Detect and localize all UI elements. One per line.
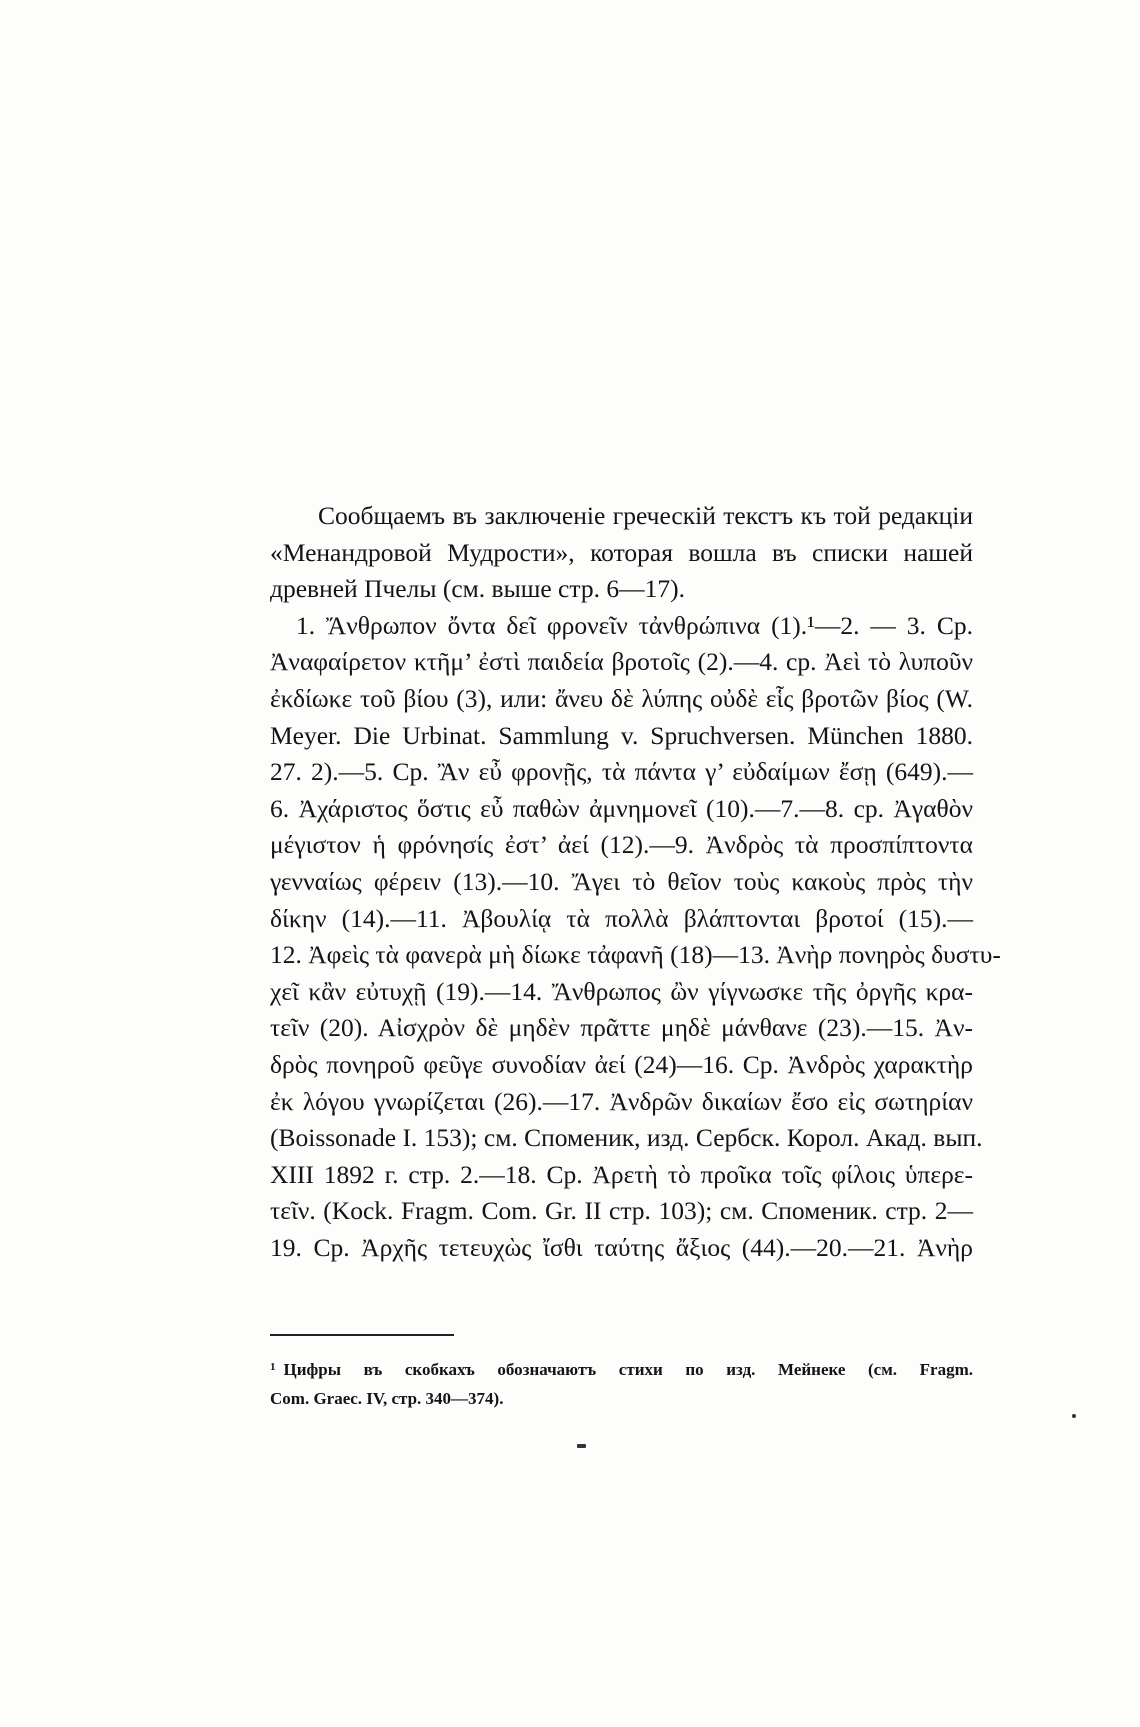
footnote xyxy=(270,1353,973,1413)
text-line: «Менандровой Мудрости», которая вошла въ списки нашей xyxy=(270,537,973,567)
footnote-line: Com. Graec. IV, стр. 340—374). xyxy=(270,1389,504,1408)
text-line: τεῖν (20). Αἰσχρὸν δὲ μηδὲν πρᾶττε μηδὲ μάνθανε (23).—15. Ἀν- xyxy=(270,1013,973,1043)
text-line: 19. Ср. Ἀρχῆς τετευχὼς ἴσθι ταύτης ἄξιος (44).—20.—21. Ἀνὴρ xyxy=(270,1232,973,1262)
text-line: 6. Ἀχάριστος ὅστις εὖ παθὼν ἀμνημονεῖ (10).—7.—8. ср. Ἀγαθὸν xyxy=(270,793,973,823)
text-line: δίκην (14).—11. Ἀβουλίᾳ τὰ πολλὰ βλάπτονται βροτοί (15).— xyxy=(270,903,973,933)
text-line: 27. 2).—5. Ср. Ἂν εὖ φρονῇς, τὰ πάντα γ’ εὐδαίμων ἔσῃ (649).— xyxy=(270,757,973,787)
text-line: 1. Ἄνθρωπον ὄντα δεῖ φρονεῖν τἀνθρώπινα (1).¹—2. — 3. Ср. xyxy=(296,610,973,640)
text-line: Ἀναφαίρετον κτῆμ’ ἐστὶ παιδεία βροτοῖς (2).—4. ср. Ἀεὶ τὸ λυποῦν xyxy=(270,647,973,677)
print-speck xyxy=(577,1444,586,1448)
text-line: древней Пчелы (см. выше стр. 6—17). xyxy=(270,574,685,604)
footnote-text: Цифры въ скобкахъ обозначаютъ стихи по изд. Мейнеке (см. Fragm. xyxy=(283,1360,973,1379)
text-line: ἐκ λόγου γνωρίζεται (26).—17. Ἀνδρῶν δικαίων ἔσο εἰς σωτηρίαν xyxy=(270,1086,973,1116)
footnote-divider xyxy=(270,1334,454,1336)
text-line: 12. Ἀφεὶς τὰ φανερὰ μὴ δίωκε τἀφανῆ (18)—13. Ἀνὴρ πονηρὸς δυστυ- xyxy=(270,940,1001,970)
text-line: (Boissonade I. 153); см. Споменик, изд. Сербск. Корол. Акад. вып. xyxy=(270,1123,983,1153)
text-line: δρὸς πονηροῦ φεῦγε συνοδίαν ἀεί (24)—16. Ср. Ἀνδρὸς χαρακτὴρ xyxy=(270,1049,973,1079)
text-line: XIII 1892 г. стр. 2.—18. Ср. Ἀρετὴ τὸ προῖκα τοῖς φίλοις ὑπερε- xyxy=(270,1159,973,1189)
text-line: Сообщаемъ въ заключеніе греческій текстъ къ той редакціи xyxy=(318,501,973,530)
footnote-line xyxy=(270,1353,973,1384)
text-line: ἐκδίωκε τοῦ βίου (3), или: ἄνευ δὲ λύπης οὐδὲ εἷς βροτῶν βίος (W. xyxy=(270,683,973,713)
footnote-marker: 1 xyxy=(270,1361,276,1373)
text-line: μέγιστον ἡ φρόνησίς ἐστ’ ἀεί (12).—9. Ἀνδρὸς τὰ προσπίπτοντα xyxy=(270,830,973,860)
main-text xyxy=(270,498,1001,1266)
text-line: χεῖ κἂν εὐτυχῇ (19).—14. Ἄνθρωπος ὢν γίγνωσκε τῆς ὀργῆς κρα- xyxy=(270,976,973,1006)
text-line: Meyer. Die Urbinat. Sammlung v. Spruchversen. München 1880. xyxy=(270,720,973,750)
text-line: γενναίως φέρειν (13).—10. Ἄγει τὸ θεῖον τοὺς κακοὺς πρὸς τὴν xyxy=(270,866,973,896)
text-line: τεῖν. (Kock. Fragm. Com. Gr. II стр. 103); см. Споменик. стр. 2— xyxy=(270,1196,973,1226)
print-speck xyxy=(1072,1414,1076,1418)
